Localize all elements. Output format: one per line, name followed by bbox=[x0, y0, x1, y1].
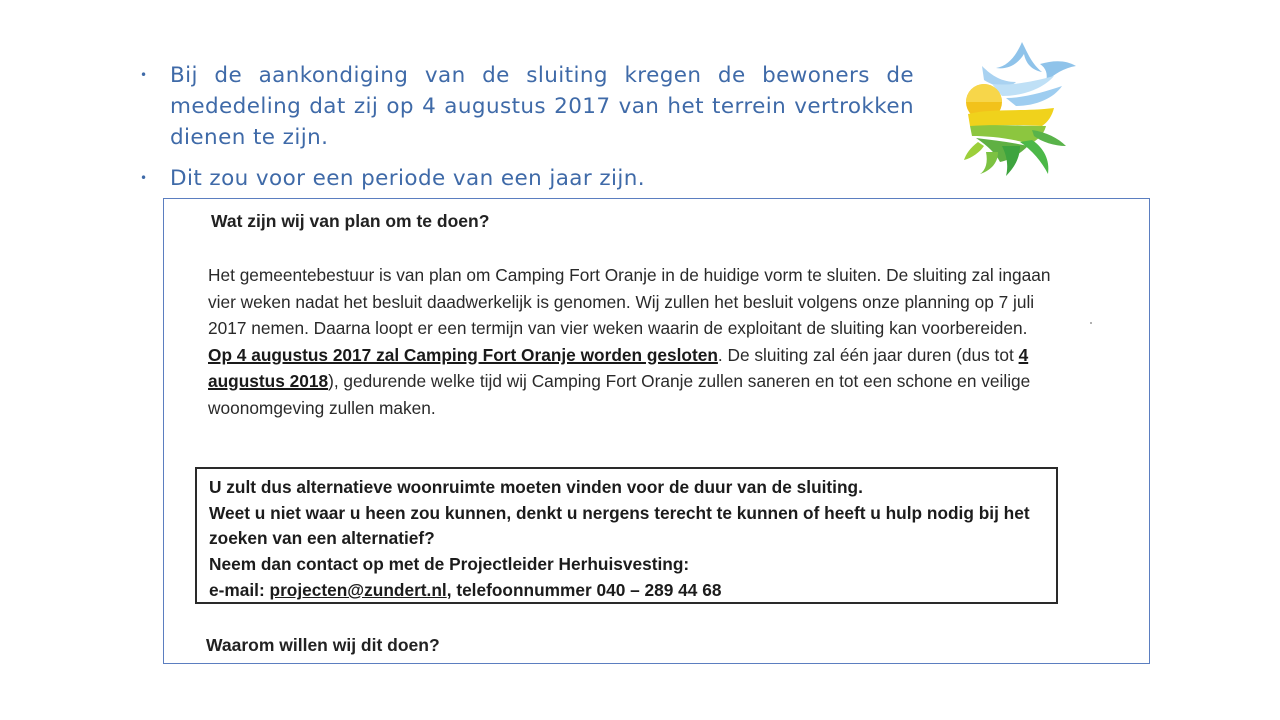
notice-box bbox=[195, 467, 1058, 604]
paragraph-text: . De sluiting zal één jaar duren (dus tot bbox=[717, 344, 1019, 365]
letter-paragraph bbox=[208, 262, 1053, 421]
bullet-list bbox=[136, 60, 914, 194]
end-date-highlight: 4 augustus 2018 bbox=[208, 344, 1029, 391]
letter-heading: Wat zijn wij van plan om te doen? bbox=[211, 211, 490, 231]
bullet-item bbox=[136, 60, 914, 153]
bullet-text: Dit zou voor een periode van een jaar zijn. bbox=[170, 166, 646, 191]
scan-speck bbox=[1090, 322, 1092, 324]
bullet-marker: • bbox=[140, 171, 148, 185]
notice-line: Weet u niet waar u heen zou kunnen, denkt u nergens terecht te kunnen of heeft u hulp nodig bij het zoeken van een alternatief? bbox=[209, 502, 1030, 549]
contact-line bbox=[209, 578, 1046, 604]
closing-date-highlight: Op 4 augustus 2017 zal Camping Fort Oranje worden gesloten bbox=[208, 344, 718, 365]
gemeente-zundert-logo-icon bbox=[962, 42, 1082, 176]
email-link[interactable]: projecten@zundert.nl bbox=[269, 579, 447, 600]
gemeente-zundert-logo bbox=[962, 42, 1254, 176]
paragraph-text: ), gedurende welke tijd wij Camping Fort Oranje zullen saneren en tot een schone en veilige woonomgeving zullen maken. bbox=[208, 371, 1031, 418]
notice-line: U zult dus alternatieve woonruimte moeten vinden voor de duur van de sluiting. bbox=[209, 477, 863, 497]
bullet-marker: • bbox=[140, 68, 148, 82]
paragraph-text: Het gemeentebestuur is van plan om Camping Fort Oranje in de huidige vorm te sluiten. De sluiting zal ingaan vier weken nadat het besluit daadwerkelijk is genomen. Wij zullen het besluit volgens onze planning op 7 juli 2017 nemen. Daarna loopt er een termijn van vier weken waarin de exploitant de sluiting kan voorbereiden. bbox=[208, 265, 1051, 338]
email-label: e-mail: bbox=[209, 579, 270, 600]
phone-text: , telefoonnummer 040 – 289 44 68 bbox=[446, 579, 722, 600]
notice-line: Neem dan contact op met de Projectleider Herhuisvesting: bbox=[209, 554, 690, 575]
scanned-letter bbox=[163, 198, 1150, 664]
bullet-item bbox=[136, 163, 914, 194]
letter-heading: Waarom willen wij dit doen? bbox=[206, 635, 440, 655]
bullet-text: Bij de aankondiging van de sluiting kregen de bewoners de mededeling dat zij op 4 augustus 2017 van het terrein vertrokken dienen te zijn. bbox=[170, 63, 914, 150]
